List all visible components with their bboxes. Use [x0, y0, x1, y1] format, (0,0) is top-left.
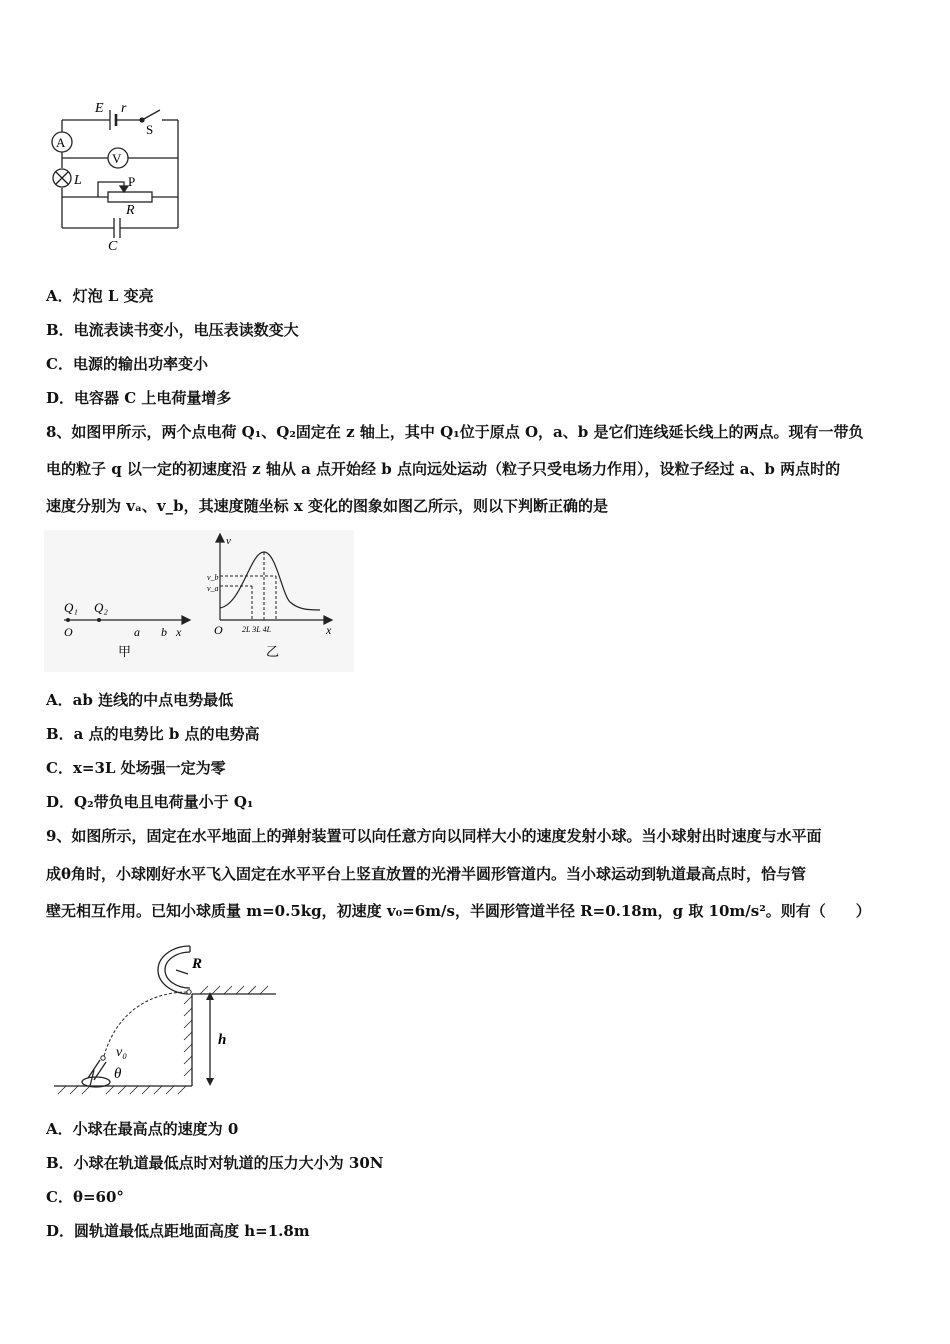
q8-option-c: C．x=3L 处场强一定为零 — [46, 759, 226, 777]
q8-figures — [44, 530, 354, 672]
label-radius: R — [192, 956, 203, 972]
q7-option-b: B．电流表读书变小，电压表读数变大 — [46, 321, 299, 339]
q8-stem-line-3: 速度分别为 vₐ、v_b，其速度随坐标 x 变化的图象如图乙所示，则以下判断正确的是 — [46, 497, 609, 515]
label-theta: θ — [114, 1066, 122, 1082]
q8-stem-line-1: 8、如图甲所示，两个点电荷 Q₁、Q₂固定在 z 轴上，其中 Q₁位于原点 O，a、b 是它们连线延长线上的两点。现有一带负 — [46, 423, 864, 441]
q9-option-a: A．小球在最高点的速度为 0 — [46, 1120, 239, 1138]
label-v0: v₀ — [116, 1045, 128, 1060]
q7-option-c: C．电源的输出功率变小 — [46, 355, 208, 373]
label-r: r — [121, 101, 127, 116]
q9-stem-line-3: 壁无相互作用。已知小球质量 m=0.5kg，初速度 v₀=6m/s，半圆形管道半径 R=0.18m，g 取 10m/s²。则有（ ） — [46, 902, 871, 920]
q8-option-b: B．a 点的电势比 b 点的电势高 — [46, 725, 260, 743]
q7-option-a: A．灯泡 L 变亮 — [46, 287, 154, 305]
q8-option-d: D．Q₂带负电且电荷量小于 Q₁ — [46, 793, 254, 811]
label-P: P — [128, 174, 136, 189]
label-V: V — [112, 151, 122, 166]
label-height: h — [218, 1032, 227, 1048]
yi-va-label: v_a — [207, 584, 219, 593]
label-C: C — [108, 239, 118, 254]
label-S: S — [146, 122, 154, 137]
label-L: L — [74, 173, 82, 188]
circuit-diagram — [40, 96, 190, 256]
jia-q1-label: Q₁ — [64, 600, 78, 615]
yi-caption: 乙 — [266, 644, 280, 659]
q9-stem-line-2: 成θ角时，小球刚好水平飞入固定在水平平台上竖直放置的光滑半圆形管道内。当小球运动到轨道最高点时，恰与管 — [46, 865, 807, 883]
q8-stem-line-2: 电的粒子 q 以一定的初速度沿 z 轴从 a 点开始经 b 点向远处运动（粒子只受电场力作用），设粒子经过 a、b 两点时的 — [46, 460, 841, 478]
jia-q2-label: Q₂ — [94, 600, 108, 615]
jia-a-label: a — [134, 625, 140, 639]
yi-x-label: x — [326, 623, 332, 637]
jia-caption: 甲 — [118, 644, 132, 659]
yi-v-label: v — [226, 535, 231, 547]
launcher-diagram — [50, 938, 290, 1098]
yi-tick-labels: 2L 3L 4L — [242, 625, 272, 634]
yi-o-label: O — [214, 623, 223, 637]
q9-option-d: D．圆轨道最低点距地面高度 h=1.8m — [46, 1222, 310, 1240]
label-R: R — [126, 203, 135, 218]
yi-vb-label: v_b — [207, 573, 219, 582]
q9-stem-line-1: 9、如图所示，固定在水平地面上的弹射装置可以向任意方向以同样大小的速度发射小球。当小球射出时速度与水平面 — [46, 827, 822, 845]
q7-option-d: D．电容器 C 上电荷量增多 — [46, 389, 232, 407]
jia-x-label: x — [176, 625, 182, 639]
jia-b-label: b — [161, 625, 167, 639]
jia-o-label: O — [64, 625, 73, 639]
q9-option-b: B．小球在轨道最低点时对轨道的压力大小为 30N — [46, 1154, 384, 1172]
label-E: E — [95, 101, 104, 116]
q9-option-c: C．θ=60° — [46, 1188, 124, 1206]
label-A: A — [56, 135, 66, 150]
q8-option-a: A．ab 连线的中点电势最低 — [46, 691, 234, 709]
